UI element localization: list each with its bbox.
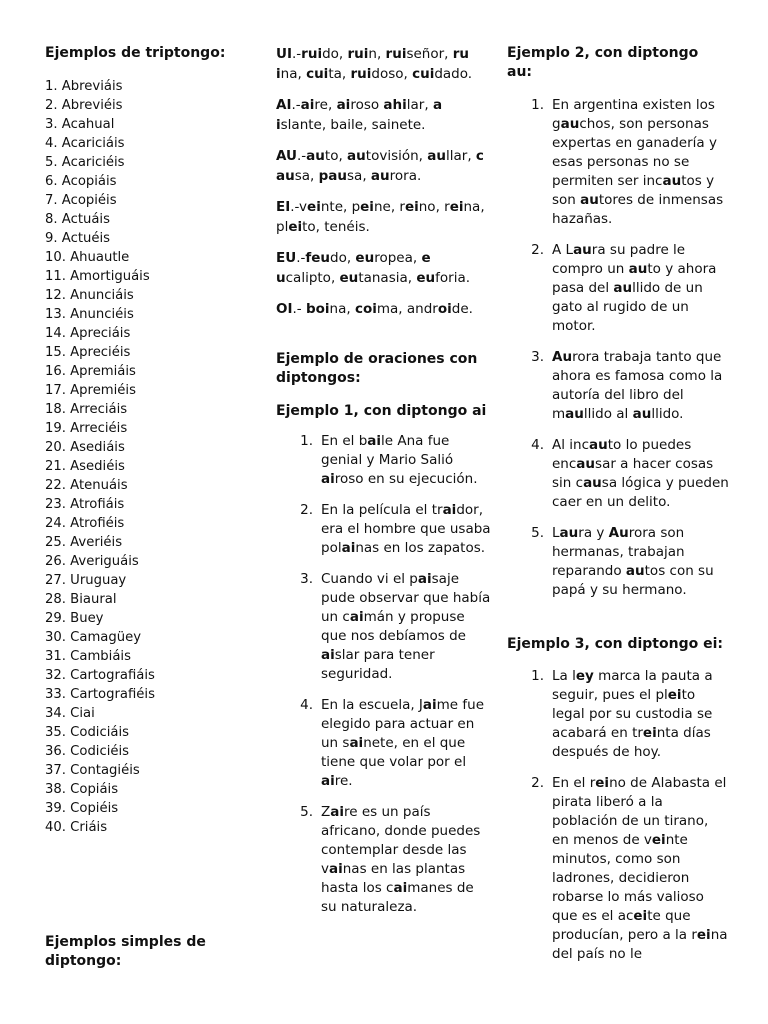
simple-example-ei: EI.-veinte, peine, reino, reina, pleito, tenéis.: [276, 199, 485, 235]
list-item: [507, 667, 729, 762]
list-item: 10. Ahuautle: [45, 250, 130, 265]
list-item: 32. Cartografiáis: [45, 668, 155, 683]
list-number: 2.: [531, 775, 544, 791]
list-item: 29. Buey: [45, 611, 104, 626]
list-number: 4.: [300, 697, 313, 713]
simple-example-oi: OI.- boina, coima, androide.: [276, 301, 473, 317]
list-item: 5. Acariciéis: [45, 155, 125, 170]
list-text: A Laura su padre le compro un auto y ahora pasa del aullido de un gato al rugido de un motor.: [552, 242, 717, 334]
list-item: 35. Codiciáis: [45, 725, 130, 740]
list-number: 2.: [531, 242, 544, 258]
list-item: 18. Arreciáis: [45, 402, 128, 417]
list-item: 4. Acariciáis: [45, 136, 125, 151]
simple-example-eu: EU.-feudo, europea, e ucalipto, eutanasia, euforia.: [276, 250, 471, 286]
list-number: 3.: [300, 571, 313, 587]
list-text: Cuando vi el paisaje pude observar que había un caimán y propuse que nos debíamos de aislar para tener seguridad.: [321, 571, 491, 682]
list-item: [507, 241, 729, 336]
list-item: [276, 501, 492, 558]
list-item: 12. Anunciáis: [45, 288, 134, 303]
oraciones-ei-list: [507, 667, 729, 976]
oraciones-au-list: [507, 96, 729, 612]
list-item: 13. Anunciéis: [45, 307, 134, 322]
list-item: 31. Cambiáis: [45, 649, 131, 664]
list-item: 23. Atrofiáis: [45, 497, 125, 512]
list-text: En la escuela, Jaime fue elegido para actuar en un sainete, en el que tiene que volar por el aire.: [321, 697, 485, 789]
list-item: 2. Abreviéis: [45, 98, 123, 113]
list-number: 1.: [531, 97, 544, 113]
list-item: [276, 570, 492, 684]
list-item: 8. Actuáis: [45, 212, 110, 227]
list-item: 6. Acopiáis: [45, 174, 117, 189]
heading-ejemplo-1: Ejemplo 1, con diptongo ai: [276, 403, 487, 419]
list-item: 16. Apremiáis: [45, 364, 136, 379]
list-item: 11. Amortiguáis: [45, 269, 150, 284]
heading-triptongo: Ejemplos de triptongo:: [45, 45, 226, 61]
list-item: 7. Acopiéis: [45, 193, 117, 208]
list-item: 26. Averiguáis: [45, 554, 139, 569]
list-item: 15. Apreciéis: [45, 345, 131, 360]
list-item: 28. Biaural: [45, 592, 117, 607]
list-text: Al incauto lo puedes encausar a hacer cosas sin causa lógica y pueden caer en un delito.: [552, 437, 729, 510]
list-text: Aurora trabaja tanto que ahora es famosa como la autoría del libro del maullido al aullido.: [552, 349, 723, 422]
oraciones-ai-list: [276, 432, 492, 929]
list-item: [507, 436, 729, 512]
list-item: [507, 348, 729, 424]
list-text: En argentina existen los gauchos, son personas expertas en ganadería y esas personas no se permiten ser incautos y son autores de inmensas hazañas.: [552, 97, 724, 227]
list-number: 1.: [300, 433, 313, 449]
list-number: 3.: [531, 349, 544, 365]
list-item: 14. Apreciáis: [45, 326, 131, 341]
list-text: Laura y Aurora son hermanas, trabajan reparando autos con su papá y su hermano.: [552, 525, 714, 598]
list-item: 34. Ciai: [45, 706, 95, 721]
list-text: En el baile Ana fue genial y Mario Salió airoso en su ejecución.: [321, 433, 478, 487]
list-text: Zaire es un país africano, donde puedes contemplar desde las vainas en las plantas hasta los caimanes de su naturaleza.: [321, 804, 481, 915]
list-item: 27. Uruguay: [45, 573, 127, 588]
list-text: En la película el traidor, era el hombre que usaba polainas en los zapatos.: [321, 502, 491, 556]
simple-example-au: AU.-auto, autovisión, aullar, c ausa, pausa, aurora.: [276, 148, 484, 184]
list-item: [276, 696, 492, 791]
triptongo-list: [45, 77, 155, 837]
list-text: La ley marca la pauta a seguir, pues el pleito legal por su custodia se acabará en treinta días después de hoy.: [552, 668, 713, 760]
list-item: [276, 432, 492, 489]
list-item: 25. Averiéis: [45, 535, 123, 550]
list-number: 4.: [531, 437, 544, 453]
heading-oraciones: Ejemplo de oraciones con diptongos:: [276, 351, 478, 386]
list-item: 17. Apremiéis: [45, 383, 136, 398]
list-item: [507, 774, 729, 964]
list-item: 37. Contagiéis: [45, 763, 140, 778]
list-item: 20. Asediáis: [45, 440, 125, 455]
list-number: 2.: [300, 502, 313, 518]
list-item: [507, 96, 729, 229]
list-item: 3. Acahual: [45, 117, 115, 132]
list-item: 21. Asediéis: [45, 459, 125, 474]
list-item: 1. Abreviáis: [45, 79, 123, 94]
list-item: 24. Atrofiéis: [45, 516, 125, 531]
simple-example-ui: UI.-ruido, ruin, ruiseñor, ru ina, cuita, ruidoso, cuidado.: [276, 46, 473, 82]
list-item: 19. Arreciéis: [45, 421, 128, 436]
heading-ejemplo-2: Ejemplo 2, con diptongo au:: [507, 45, 699, 80]
list-number: 5.: [300, 804, 313, 820]
list-item: 30. Camagüey: [45, 630, 142, 645]
heading-ejemplo-3: Ejemplo 3, con diptongo ei:: [507, 636, 723, 652]
list-item: 39. Copiéis: [45, 801, 119, 816]
list-item: 22. Atenuáis: [45, 478, 128, 493]
list-item: [507, 524, 729, 600]
list-item: 40. Criáis: [45, 820, 108, 835]
list-item: 9. Actuéis: [45, 231, 110, 246]
list-item: 33. Cartografiéis: [45, 687, 155, 702]
list-number: 5.: [531, 525, 544, 541]
list-item: [276, 803, 492, 917]
list-item: 38. Copiáis: [45, 782, 119, 797]
heading-diptongo-simples: Ejemplos simples de diptongo:: [45, 934, 206, 969]
simple-example-ai: AI.-aire, airoso ahilar, a islante, baile, sainete.: [276, 97, 443, 133]
list-item: 36. Codiciéis: [45, 744, 130, 759]
list-number: 1.: [531, 668, 544, 684]
list-text: En el reino de Alabasta el pirata liberó a la población de un tirano, en menos de veinte minutos, como son ladrones, decidieron robarse lo más valioso que es el aceite que producían, pero a la reina del país no le: [552, 775, 728, 962]
